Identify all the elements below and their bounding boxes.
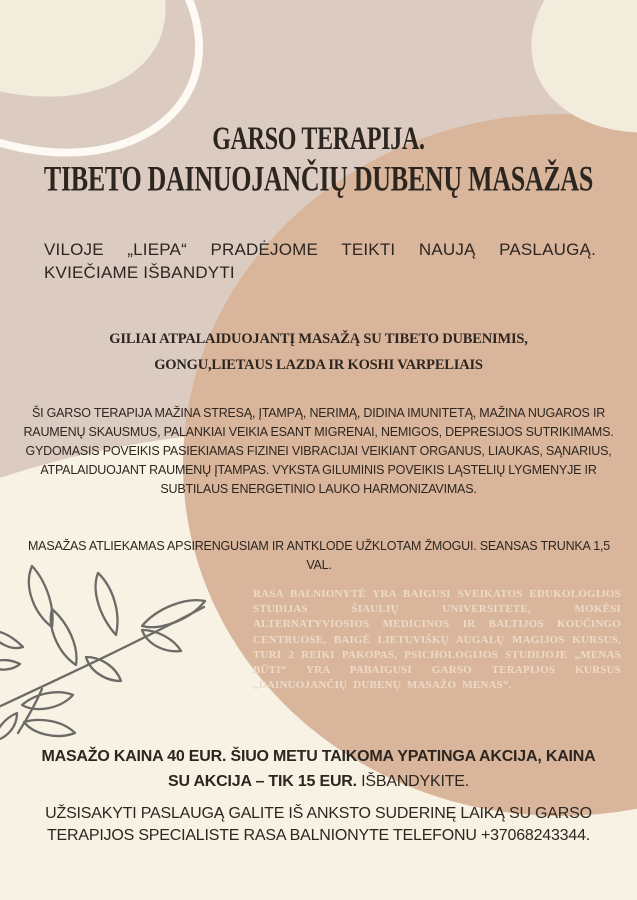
title-line-1: GARSO TERAPIJA. — [212, 121, 425, 158]
title-line-2: TIBETO DAINUOJANČIŲ DUBENŲ MASAŽAS — [43, 158, 594, 199]
specialist-bio: RASA BALNIONYTĖ YRA BAIGUSI SVEIKATOS EDUKOLOGIJOS STUDIJAS ŠIAULIŲ UNIVERSITETE, MOKĖSI ALTERNATYVIOSIOS MEDICINOS IR BALTIJOS KOUČINGO CENTRUOSE, BAIGĖ LIETUVIŠKŲ AUGALŲ MAGIJOS KURSUS, TURI 2 REIKI PAKOPAS, PSICHOLOGIJOS STUDIJOJE „MENAS BŪTI“ YRA PABAIGUSI GARSO TERAPIJOS KURSUS „DAINUOJANČIŲ DUBENŲ MASAŽO MENAS“. — [253, 588, 621, 692]
intro-text — [44, 238, 596, 284]
poster-title — [0, 120, 637, 200]
intro-line-2: KVIEČIAME IŠBANDYTI — [44, 263, 235, 282]
branch-leaves-icon — [0, 553, 218, 768]
intro-line-1: VILOJE „LIEPA“ PRADĖJOME TEIKTI NAUJĄ PASLAUGĄ. — [44, 240, 596, 259]
price-offer-cta: IŠBANDYKITE. — [361, 773, 470, 790]
price-offer — [30, 744, 607, 794]
session-info: MASAŽAS ATLIEKAMAS APSIRENGUSIAM IR ANTKLODE UŽKLOTAM ŽMOGUI. SEANSAS TRUNKA 1,5 VAL. — [27, 539, 611, 572]
subheading — [0, 326, 637, 378]
benefits-paragraph: ŠI GARSO TERAPIJA MAŽINA STRESĄ, ĮTAMPĄ, NERIMĄ, DIDINA IMUNITETĄ, MAŽINA NUGAROS IR RAUMENŲ SKAUSMUS, PALANKIAI VEIKIA ESANT MIGRENAI, NEMIGOS, DEPRESIJOS SUTRIKIMAMS. GYDOMASIS POVEIKIS PASIEKIAMAS FIZINEI VIBRACIJAI VEIKIANT ORGANUS, LIAUKAS, SĄNARIUS, ATPALAIDUOJANT RAUMENŲ ĮTAMPAS. VYKSTA GILUMINIS POVEIKIS LĄSTELIŲ LYGMENYJE IR SUBTILAUS ENERGETINIO LAUKO HARMONIZAVIMAS. — [23, 406, 614, 496]
price-offer-main: MASAŽO KAINA 40 EUR. ŠIUO METU TAIKOMA YPATINGA AKCIJA, KAINA SU AKCIJA – TIK 15 EUR. — [41, 748, 596, 790]
booking-info: UŽSISAKYTI PASLAUGĄ GALITE IŠ ANKSTO SUDERINĘ LAIKĄ SU GARSO TERAPIJOS SPECIALISTE RASA BALNIONYTE TELEFONU +37068243344. — [45, 805, 592, 844]
subheading-line-2: GONGU,LIETAUS LAZDA IR KOSHI VARPELIAIS — [154, 357, 483, 373]
subheading-line-1: GILIAI ATPALAIDUOJANTĮ MASAŽĄ SU TIBETO DUBENIMIS, — [109, 331, 528, 347]
